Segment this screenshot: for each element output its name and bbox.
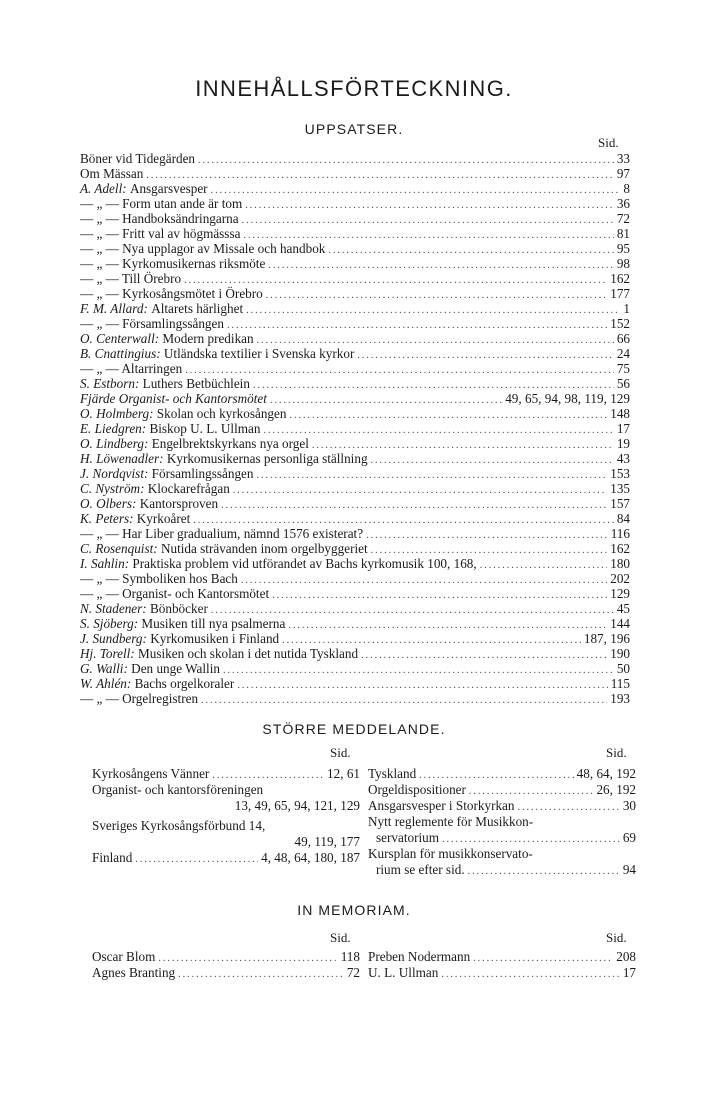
toc-title: Kyrkoåret [136, 511, 191, 526]
list-item [92, 782, 360, 798]
toc-title: Musiken och skolan i det nutida Tyskland [138, 646, 359, 661]
toc-title: — „ — Kyrkomusikernas riksmöte [80, 256, 266, 271]
toc-title: Biskop U. L. Ullman [149, 421, 261, 436]
toc-pages: 202 [610, 571, 630, 586]
toc-row [80, 661, 630, 676]
toc-pages: 19 [616, 436, 630, 451]
toc-row [80, 331, 630, 346]
toc-title: Praktiska problem vid utförandet av Bachs kyrkomusik 100, 168, [132, 556, 477, 571]
toc-author: J. Sundberg: [80, 631, 147, 646]
toc-author: K. Peters: [80, 511, 134, 526]
entry-title: Sveriges Kyrkosångsförbund 14, [92, 818, 266, 833]
toc-row [80, 646, 630, 661]
toc-row [80, 691, 630, 706]
toc-row [80, 541, 630, 556]
toc-title: — „ — Altarringen [80, 361, 183, 376]
toc-pages: 162 [610, 271, 630, 286]
toc-row [80, 391, 630, 406]
toc-author: O. Olbers: [80, 496, 137, 511]
toc-author: A. Adell: [80, 181, 127, 196]
list-item [92, 850, 360, 866]
toc-title: — „ — Nya upplagor av Missale och handbok [80, 241, 326, 256]
toc-pages: 50 [616, 661, 630, 676]
toc-author: O. Centerwall: [80, 331, 160, 346]
list-item [92, 766, 360, 782]
toc-row [80, 256, 630, 271]
page-title: INNEHÅLLSFÖRTECKNING. [195, 76, 513, 101]
toc-pages: 1 [623, 301, 630, 316]
toc-row [80, 481, 630, 496]
entry-pages: 12, 61 [327, 766, 360, 781]
toc-pages: 43 [616, 451, 630, 466]
toc-row [80, 361, 630, 376]
entry-title: U. L. Ullman [368, 965, 439, 980]
entry-title: Ansgarsvesper i Storkyrkan [368, 798, 515, 813]
list-item [368, 862, 636, 878]
toc-author: I. Sahlin: [80, 556, 130, 571]
toc-row [80, 571, 630, 586]
toc-title: Om Mässan [80, 166, 144, 181]
toc-author: F. M. Allard: [80, 301, 148, 316]
toc-pages: 95 [616, 241, 630, 256]
list-item [368, 965, 636, 981]
entry-title: Kyrkosångens Vänner [92, 766, 210, 781]
toc-pages: 66 [616, 331, 630, 346]
entry-pages: 13, 49, 65, 94, 121, 129 [234, 798, 360, 813]
list-item [368, 949, 636, 965]
toc-title: Nutida strävanden inom orgelbyggeriet [160, 541, 368, 556]
toc-row [80, 376, 630, 391]
toc-row [80, 226, 630, 241]
toc-row [80, 451, 630, 466]
toc-author: J. Nordqvist: [80, 466, 149, 481]
toc-row [80, 421, 630, 436]
toc-pages: 135 [610, 481, 630, 496]
toc-title: Modern predikan [162, 331, 254, 346]
list-item [92, 818, 360, 834]
toc-row [80, 556, 630, 571]
toc-row [80, 166, 630, 181]
toc-row [80, 196, 630, 211]
list-item [368, 782, 636, 798]
entry-title: Orgeldispositioner [368, 782, 466, 797]
list-item [368, 846, 636, 862]
entry-pages: 49, 119, 177 [294, 834, 360, 849]
toc-author: C. Rosenquist: [80, 541, 158, 556]
toc-title: Skolan och kyrkosången [156, 406, 287, 421]
toc-row [80, 316, 630, 331]
toc-row [80, 601, 630, 616]
entry-title: Oscar Blom [92, 949, 156, 964]
toc-title: Engelbrektskyrkans nya orgel [151, 436, 309, 451]
list-item [368, 814, 636, 830]
toc-title: — „ — Handboksändringarna [80, 211, 239, 226]
entry-pages: 72 [346, 965, 360, 980]
memoriam-sid-left: Sid. [330, 930, 351, 945]
memoriam-heading: IN MEMORIAM. [297, 902, 411, 918]
toc-title: Kyrkomusikernas personliga ställning [166, 451, 368, 466]
list-item [92, 965, 360, 981]
entry-pages: 94 [622, 862, 636, 877]
toc-title: Böner vid Tidegärden [80, 151, 196, 166]
uppsatser-list [80, 151, 630, 706]
toc-pages: 33 [616, 151, 630, 166]
meddelande-right-column [368, 766, 636, 878]
toc-author: N. Stadener: [80, 601, 147, 616]
toc-row [80, 631, 630, 646]
toc-pages: 115 [610, 676, 630, 691]
toc-pages: 72 [616, 211, 630, 226]
entry-pages: 118 [340, 949, 360, 964]
toc-row [80, 466, 630, 481]
meddelande-left-column [92, 766, 360, 866]
toc-row [80, 271, 630, 286]
entry-title: servatorium [376, 830, 439, 845]
toc-row [80, 436, 630, 451]
toc-pages: 153 [610, 466, 630, 481]
list-item [368, 766, 636, 782]
toc-title: Luthers Betbüchlein [142, 376, 250, 391]
toc-title: Bönböcker [149, 601, 208, 616]
toc-pages: 45 [616, 601, 630, 616]
toc-title: Altarets härlighet [151, 301, 244, 316]
toc-pages: 116 [610, 526, 630, 541]
entry-title-line: Kursplan för musikkonservato- [368, 846, 533, 861]
toc-title: Den unge Wallin [131, 661, 220, 676]
toc-title: — „ — Symboliken hos Bach [80, 571, 238, 586]
toc-author: S. Sjöberg: [80, 616, 139, 631]
toc-pages: 180 [610, 556, 630, 571]
toc-author: E. Liedgren: [80, 421, 147, 436]
toc-pages: 8 [623, 181, 630, 196]
toc-pages: 144 [610, 616, 630, 631]
toc-row [80, 676, 630, 691]
toc-pages: 157 [610, 496, 630, 511]
toc-author: G. Walli: [80, 661, 128, 676]
toc-row [80, 211, 630, 226]
entry-title: Agnes Branting [92, 965, 176, 980]
toc-pages: 162 [610, 541, 630, 556]
toc-pages: 177 [610, 286, 630, 301]
toc-pages: 84 [616, 511, 630, 526]
toc-pages: 129 [610, 586, 630, 601]
toc-row [80, 151, 630, 166]
toc-author: C. Nyström: [80, 481, 145, 496]
toc-pages: 97 [616, 166, 630, 181]
entry-title: Organist- och kantorsföreningen [92, 782, 264, 797]
toc-title: Ansgarsvesper [129, 181, 208, 196]
toc-pages: 81 [616, 226, 630, 241]
meddelande-heading: STÖRRE MEDDELANDE. [262, 721, 446, 737]
toc-pages: 17 [616, 421, 630, 436]
toc-author: O. Lindberg: [80, 436, 149, 451]
meddelande-sid-left: Sid. [330, 745, 351, 760]
toc-pages: 36 [616, 196, 630, 211]
toc-row [80, 301, 630, 316]
toc-row [80, 511, 630, 526]
entry-pages: 69 [622, 830, 636, 845]
toc-pages: 98 [616, 256, 630, 271]
toc-pages: 75 [616, 361, 630, 376]
toc-pages: 152 [610, 316, 630, 331]
toc-author: H. Löwenadler: [80, 451, 164, 466]
uppsatser-heading: UPPSATSER. [304, 121, 404, 137]
entry-title: rium se efter sid. [376, 862, 465, 877]
toc-pages: 190 [610, 646, 630, 661]
toc-title: — „ — Kyrkosångsmötet i Örebro [80, 286, 263, 301]
entry-title: Preben Nodermann [368, 949, 471, 964]
toc-pages: 56 [616, 376, 630, 391]
meddelande-sid-right: Sid. [606, 745, 627, 760]
toc-title: — „ — Organist- och Kantorsmötet [80, 586, 270, 601]
entry-pages: 26, 192 [596, 782, 636, 797]
toc-title: — „ — Församlingssången [80, 316, 224, 331]
toc-row [80, 346, 630, 361]
entry-title: Finland [92, 850, 133, 865]
toc-row [80, 181, 630, 196]
toc-pages: 49, 65, 94, 98, 119, 129 [505, 391, 630, 406]
toc-row [80, 496, 630, 511]
toc-pages: 193 [610, 691, 630, 706]
toc-pages: 187, 196 [583, 631, 630, 646]
memoriam-right-column [368, 949, 636, 981]
entry-title: Tyskland [368, 766, 417, 781]
toc-title: Kantorsproven [139, 496, 219, 511]
entry-title-line: Nytt reglemente för Musikkon- [368, 814, 534, 829]
toc-title: — „ — Orgelregistren [80, 691, 199, 706]
memoriam-left-column [92, 949, 360, 981]
toc-author: B. Cnattingius: [80, 346, 161, 361]
toc-author: W. Ahlén: [80, 676, 132, 691]
toc-title: — „ — Har Liber gradualium, nämnd 1576 existerat? [80, 526, 364, 541]
toc-title: Bachs orgelkoraler [134, 676, 235, 691]
toc-row [80, 241, 630, 256]
entry-pages: 48, 64, 192 [576, 766, 636, 781]
toc-title: — „ — Till Örebro [80, 271, 182, 286]
list-item [368, 798, 636, 814]
toc-title: — „ — Fritt val av högmässsa [80, 226, 241, 241]
toc-row [80, 616, 630, 631]
entry-pages: 208 [616, 949, 636, 964]
list-item [368, 830, 636, 846]
toc-title: — „ — Form utan ande är tom [80, 196, 243, 211]
toc-title: Församlingssången [151, 466, 254, 481]
toc-author: O. Holmberg: [80, 406, 154, 421]
toc-author: S. Estborn: [80, 376, 140, 391]
entry-pages: 17 [622, 965, 636, 980]
toc-row [80, 526, 630, 541]
toc-row [80, 406, 630, 421]
uppsatser-sid-label: Sid. [598, 135, 619, 150]
toc-author: Fjärde Organist- och Kantorsmötet [80, 391, 267, 406]
memoriam-sid-right: Sid. [606, 930, 627, 945]
toc-row [80, 586, 630, 601]
toc-pages: 148 [610, 406, 630, 421]
toc-row [80, 286, 630, 301]
toc-title: Musiken till nya psalmerna [141, 616, 286, 631]
toc-author: Hj. Torell: [80, 646, 135, 661]
list-item [92, 949, 360, 965]
entry-pages: 4, 48, 64, 180, 187 [261, 850, 360, 865]
toc-title: Utländska textilier i Svenska kyrkor [163, 346, 355, 361]
toc-pages: 24 [616, 346, 630, 361]
entry-pages: 30 [622, 798, 636, 813]
toc-title: Kyrkomusiken i Finland [150, 631, 280, 646]
toc-title: Klockarefrågan [147, 481, 230, 496]
